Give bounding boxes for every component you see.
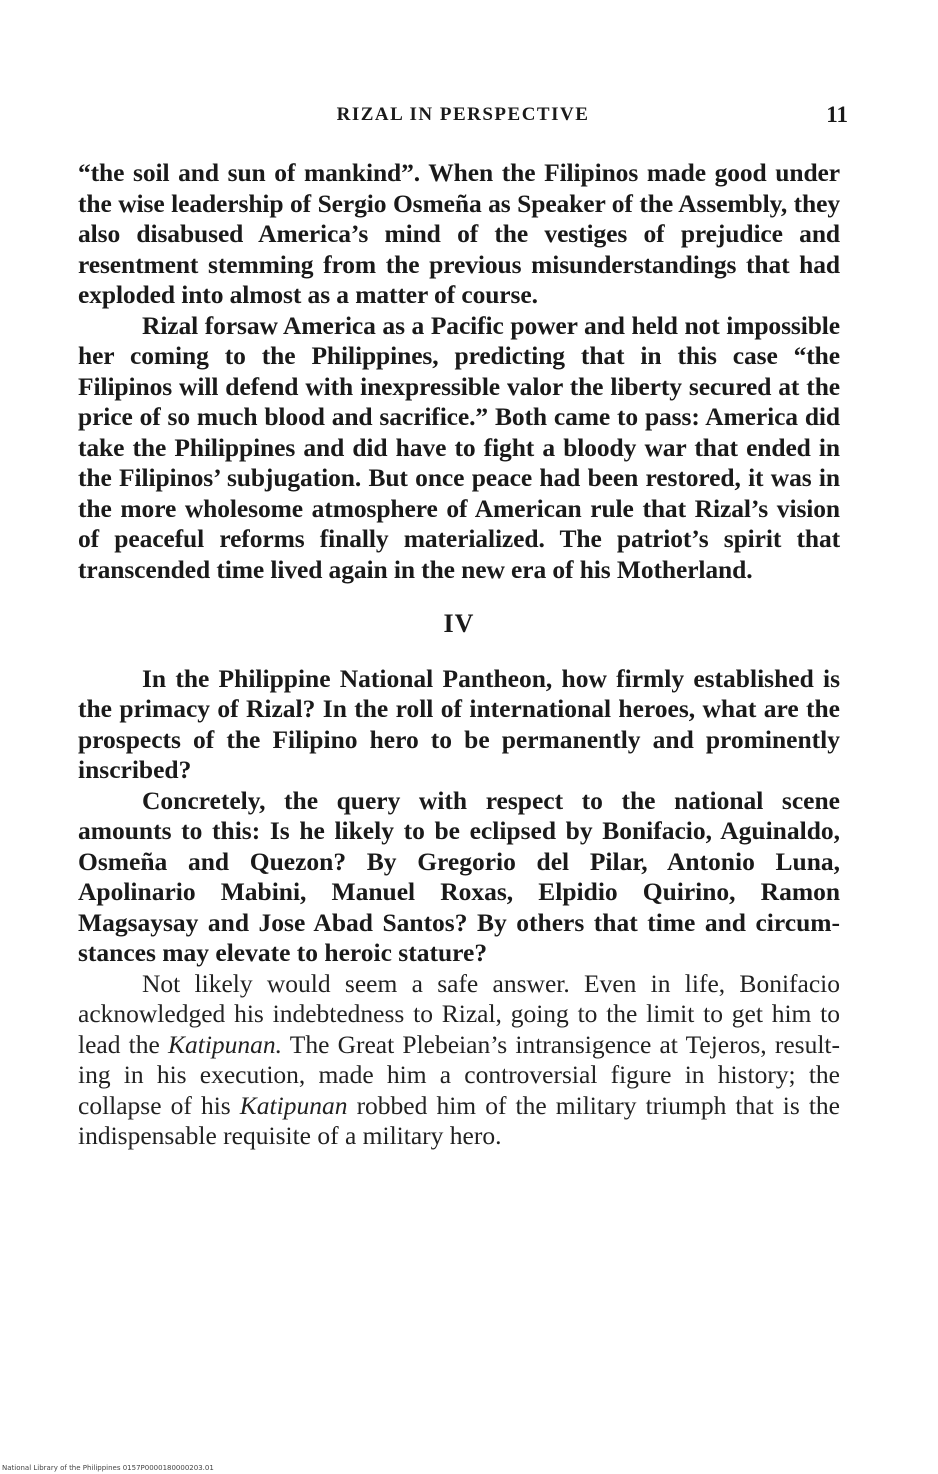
paragraph: “the soil and sun of mankind”. When the Filipinos made good under the wise leadership of Sergio Osmeña as Speaker of the Assembly, they also disabused America’s mind of the vestiges of prejudice and resentment stemming from the previous misunderstandings that had exploded into almost as a matter of course.: [78, 158, 840, 309]
paragraph: Concretely, the query with respect to the national scene amounts to this: Is he likely to be eclipsed by Bonifacio, Aguinaldo, Osmeña and Quezon? By Gregorio del Pilar, Antonio Luna, Apolinario Mabini, Manuel Roxas, Elpidio Quirino, Ramon Magsaysay and Jose Abad Santos? By others that time and circumstances may elevate to heroic stature?: [78, 785, 840, 967]
paragraph-text: The Great Plebeian’s intransigence at Tejeros, resulting in his execution, made him a controversial figure in history; the collapse of his: [78, 1029, 840, 1120]
paragraph-text: robbed him of the military triumph that is the indispensable requisite of a military hero.: [78, 1090, 840, 1150]
section-a: [78, 158, 840, 585]
paragraph: [78, 969, 840, 1152]
source-footnote: National Library of the Philippines 0157P0000180000203.01: [2, 1464, 214, 1472]
paragraph: Rizal forsaw America as a Pacific power and held not impossible her coming to the Philippines, predicting that in this case “the Filipinos will defend with inexpressible valor the liberty secured at the price of so much blood and sacrifice.” Both came to pass: America did take the Philippines and did have to fight a bloody war that ended in the Filipinos’ subjugation. But once peace had been restored, it was in the more wholesome atmosphere of American rule that Rizal’s vision of peaceful reforms finally materialized. The patriot’s spirit that transcended time lived again in the new era of his Motherland.: [78, 310, 840, 584]
italic-term: Katipunan.: [167, 1029, 283, 1059]
body-text: [78, 158, 840, 1152]
italic-term: Katipunan: [239, 1090, 348, 1120]
page-number: 11: [826, 102, 848, 127]
running-head: [78, 104, 848, 130]
paragraph: In the Philippine National Pantheon, how firmly established is the primacy of Rizal? In the roll of international heroes, what are the prospects of the Filipino hero to be permanently and prominently inscribed?: [78, 663, 840, 784]
section-b: [78, 664, 840, 1152]
paragraph-text: Not likely would seem a safe answer. Even in life, Bonifacio acknowledged his indebtedness to Rizal, going to the limit to get him to lead the: [78, 968, 840, 1059]
running-title: RIZAL IN PERSPECTIVE: [336, 104, 590, 125]
section-heading: IV: [443, 609, 475, 638]
